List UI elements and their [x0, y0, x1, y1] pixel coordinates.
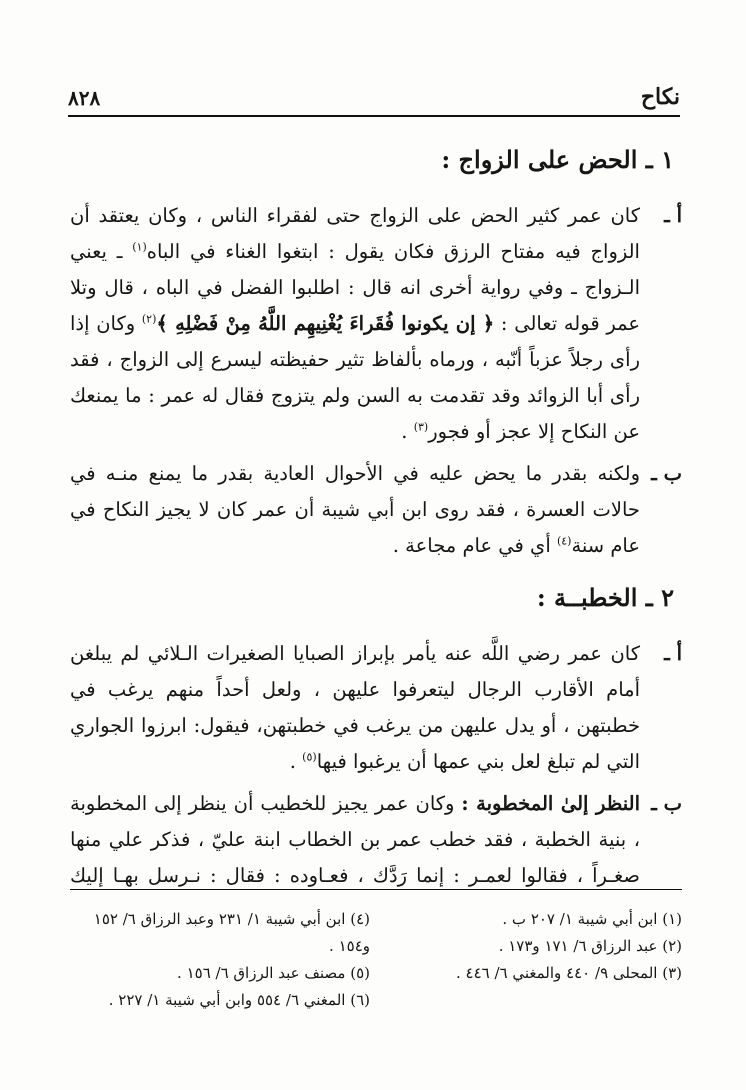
text-run: ولكنه بقدر ما يحض عليه في الأحوال العادية بقدر ما يمنع منـه في حالات العسرة ، فقد روى ابن أبي شيبة أن عمر كان لا يجيز النكاح في عام سنة: [70, 462, 640, 557]
footnote: (٤) ابن أبي شيبة ١/ ٢٣١ وعبد الرزاق ٦/ ١٥٢ و١٥٤ .: [93, 910, 370, 955]
footnote-ref: (١): [132, 240, 147, 254]
paragraph-marker: أ ـ: [664, 642, 682, 665]
section-heading: ١ ـ الحض على الزواج :: [441, 145, 674, 174]
section-heading: ٢ ـ الخطبــة :: [536, 583, 674, 612]
text-run: ـ يعني الـزواج ـ وفي رواية أخرى انه قال : اطلبوا الفضل في الباه ، قال وتلا عمر قوله تعالى :: [70, 240, 641, 335]
quran-quote: ﴿ إن يكونوا فُقَراءَ يُغْنِيهِم اللَّهُ مِنْ فَضْلِهِ ﴾: [156, 312, 495, 335]
footnote: (٢) عبد الرزاق ٦/ ١٧١ و١٧٣ .: [498, 937, 682, 955]
paragraph: [70, 198, 682, 450]
header-rule: [68, 115, 680, 117]
section-engagement: [70, 578, 682, 894]
paragraph-marker: أ ـ: [664, 204, 682, 227]
text-run: كان عمر رضي اللَّه عنه يأمر بإبراز الصبايا الصغيرات الـلائي لم يبلغن أمام الأقارب الرجال ليتعرفوا عليهن ، ولعل أحداً منهم يرغب في خطبتهن ، أو يدل عليهن من يرغب في خطبتهن، فيقول: ابرزوا الجواري التي لم تبلغ لعل بني عمها أن يرغبوا فيها: [70, 642, 640, 773]
footnote: (١) ابن أبي شيبة ١/ ٢٠٧ ب .: [502, 910, 682, 928]
page-header: [68, 82, 680, 116]
section-marriage-encouragement: [70, 140, 682, 564]
footnote: (٦) المغني ٦/ ٥٥٤ وابن أبي شيبة ١/ ٢٢٧ .: [108, 991, 370, 1009]
paragraph-marker: ب ـ: [651, 792, 682, 815]
text-run: وكان إذا رأى رجلاً عزباً أنّبه ، ورماه بألفاظ تثير حفيظته ليسرع إلى الزواج ، فقد رأى أبا الزوائد وقد تقدمت به السن ولم يتزوج فقال له عمر : ما يمنعك عن النكاح إلا عجز أو فجور: [70, 312, 640, 443]
paragraph: [70, 636, 682, 780]
footnote-ref: (٢): [141, 312, 157, 326]
footnote: (٣) المحلى ٩/ ٤٤٠ والمغني ٦/ ٤٤٦ .: [455, 964, 682, 982]
footnote-ref: (٤): [556, 534, 572, 548]
paragraph-lead: النظر إلىٰ المخطوبة :: [461, 792, 640, 815]
paragraph: [70, 786, 682, 894]
running-title: نكاح: [640, 84, 680, 110]
footnotes-column-left: [70, 906, 370, 1014]
text-run: كان عمر كثير الحض على الزواج حتى لفقراء الناس ، وكان يعتقد أن الزواج فيه مفتاح الرزق فكان يقول : ابتغوا الغناء في الباه: [70, 204, 640, 263]
footnote-ref: (٣): [413, 420, 429, 434]
text-run: .: [289, 750, 303, 773]
footnote-rule: [70, 889, 682, 890]
text-run: أي في عام مجاعة .: [392, 534, 557, 557]
text-run: .: [401, 420, 414, 443]
main-text: [70, 134, 682, 894]
footnote: (٥) مصنف عبد الرزاق ٦/ ١٥٦ .: [177, 964, 370, 982]
footnote-ref: (٥): [302, 750, 317, 764]
paragraph: [70, 456, 682, 564]
page-number: ٨٢٨: [68, 86, 101, 110]
footnotes-column-right: [382, 906, 682, 987]
paragraph-marker: ب ـ: [651, 462, 682, 485]
footnotes: [70, 906, 682, 1026]
text-run: وكان عمر يجيز للخطيب أن ينظر إلى المخطوبة ، بنية الخطبة ، فقد خطب عمر بن الخطاب ابنة عليّ ، فذكر علي منها صغـراً ، فقالوا لعمـر : إنما رَدَّك ، فعـاوده : فقال : نـرسل بهـا إليك: [70, 792, 640, 887]
